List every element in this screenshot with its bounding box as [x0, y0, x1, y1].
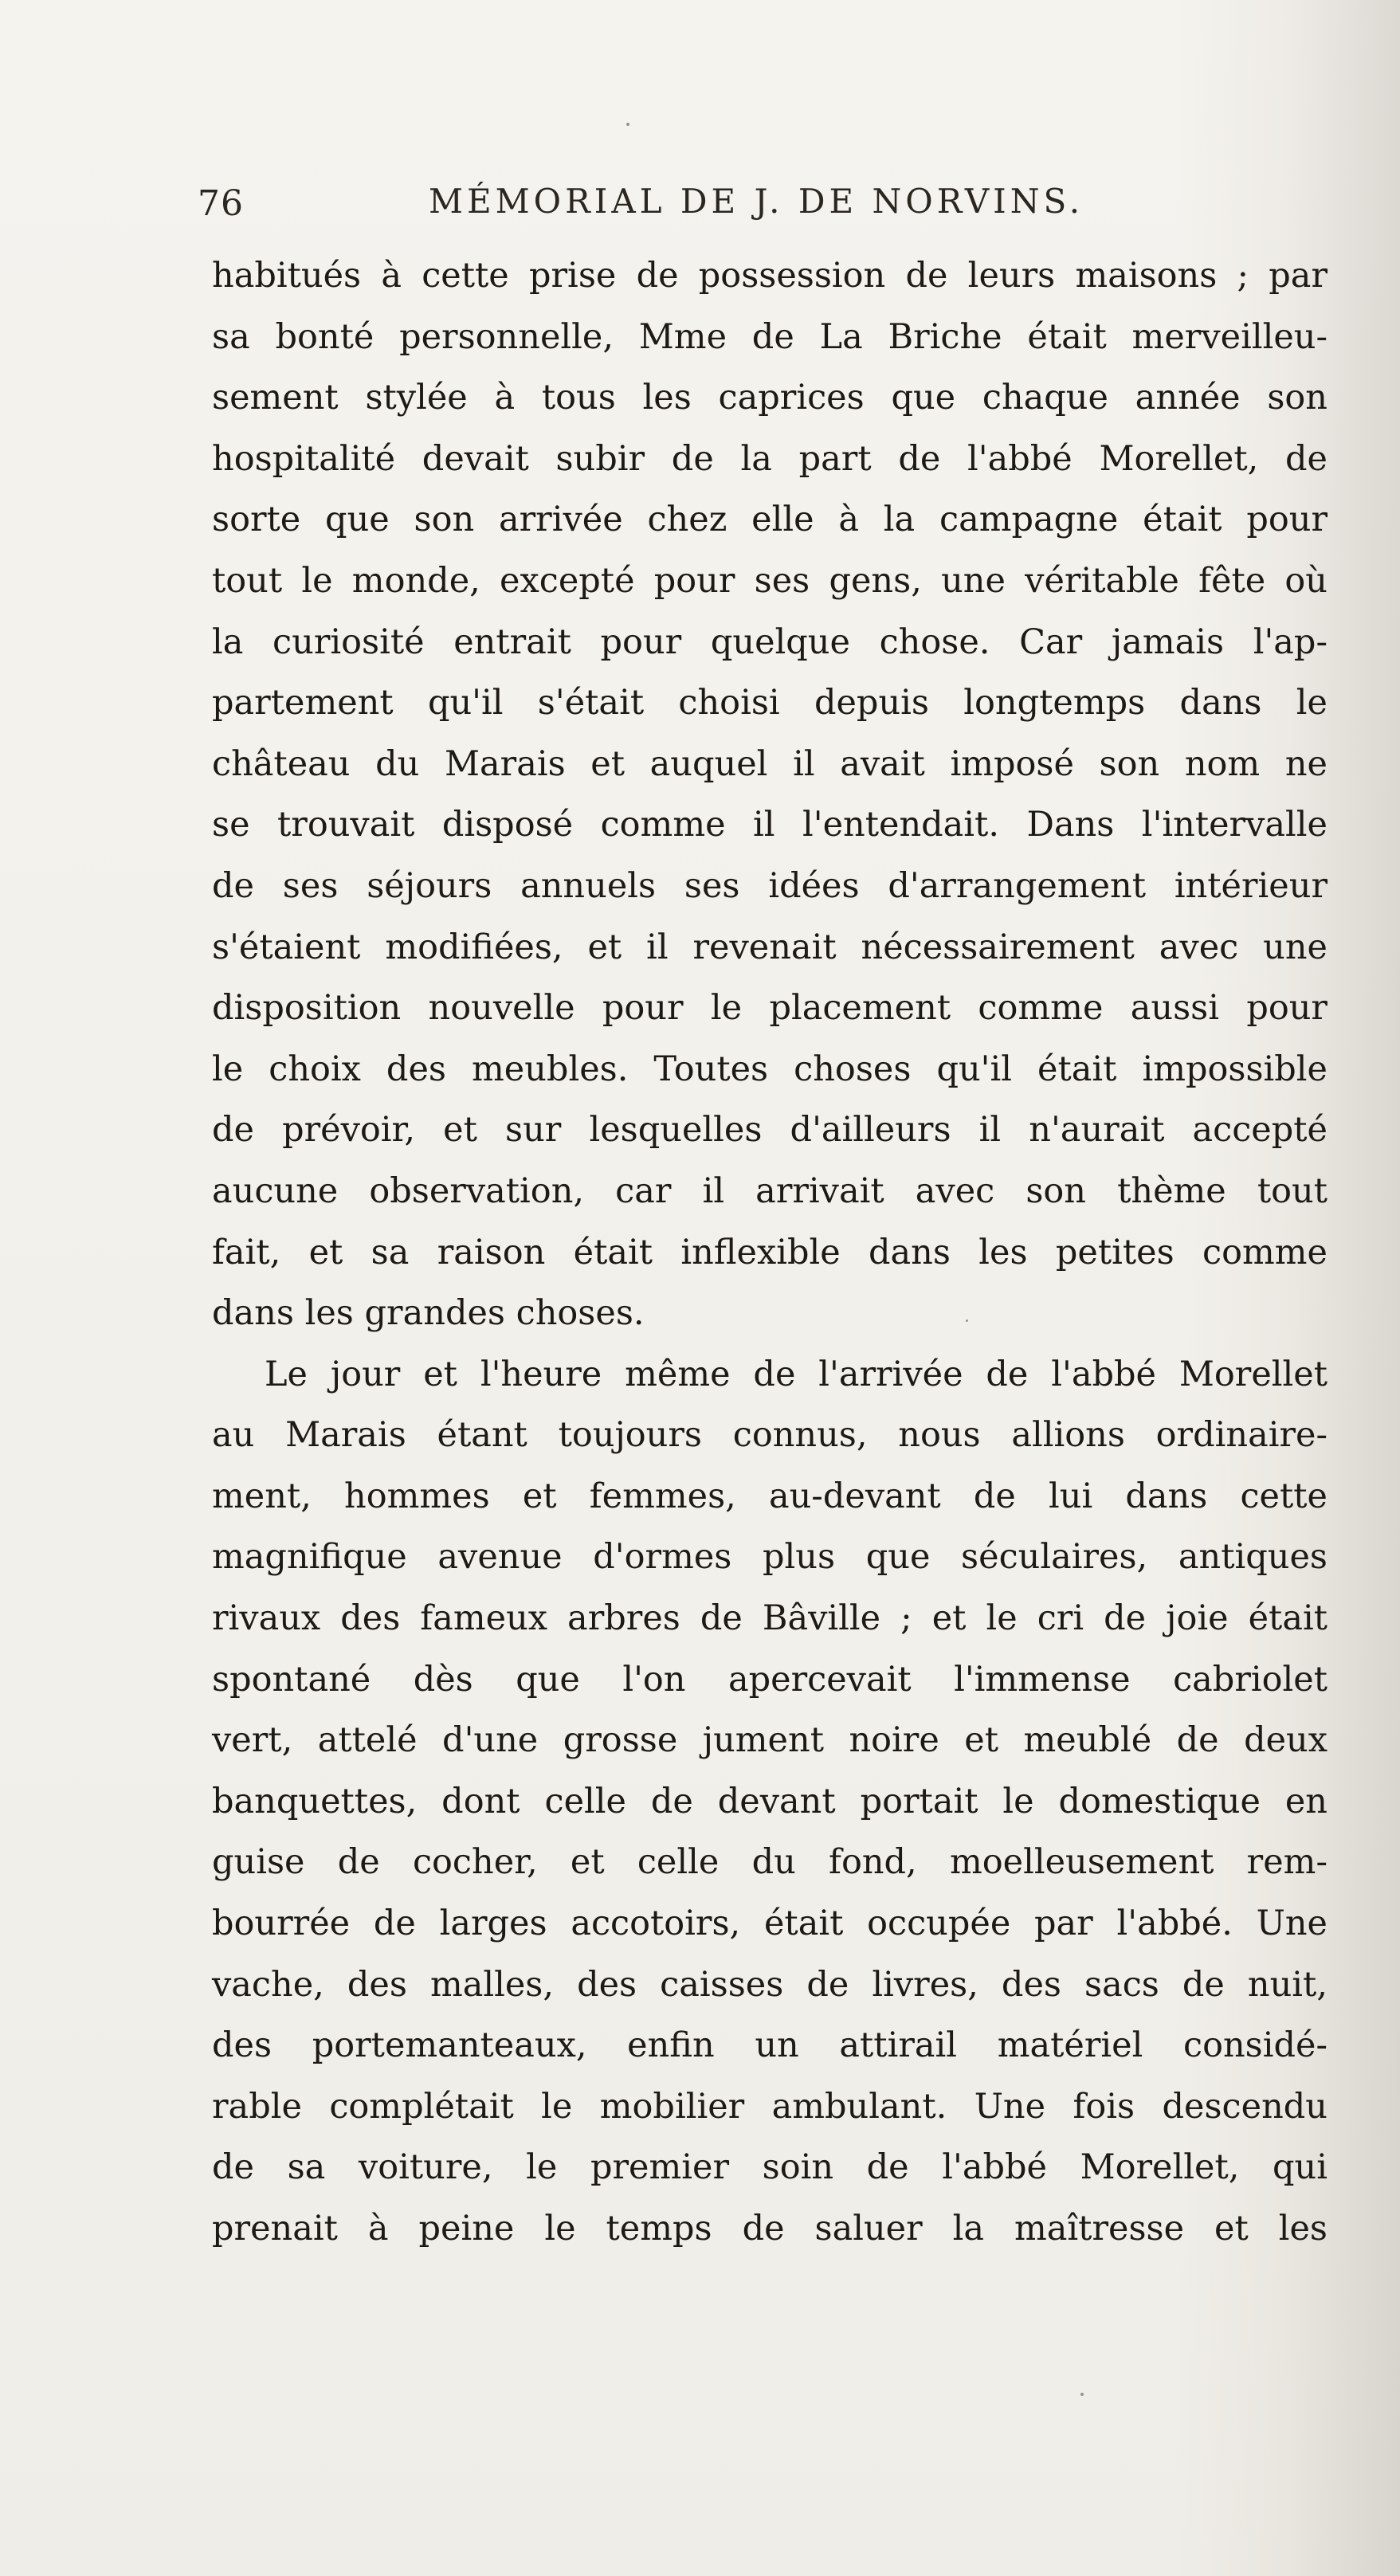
text-line: vert, attelé d'une grosse jument noire et meublé de deux [212, 1720, 1327, 1761]
text-line: sorte que son arrivée chez elle à la campagne était pour [212, 500, 1327, 540]
text-line: rable complétait le mobilier ambulant. Une fois descendu [212, 2086, 1327, 2127]
text-line: se trouvait disposé comme il l'entendait. Dans l'intervalle [212, 805, 1327, 845]
paragraph-1 [212, 245, 1327, 1344]
text-line: banquettes, dont celle de devant portait le domestique en [212, 1781, 1327, 1821]
text-line: de prévoir, et sur lesquelles d'ailleurs il n'aurait accepté [212, 1110, 1327, 1151]
text-line: vache, des malles, des caisses de livres, des sacs de nuit, [212, 1964, 1327, 2005]
text-line: ment, hommes et femmes, au-devant de lui dans cette [212, 1476, 1327, 1516]
text-line: Le jour et l'heure même de l'arrivée de l'abbé Morellet [265, 1354, 1327, 1394]
text-line: disposition nouvelle pour le placement comme aussi pour [212, 988, 1327, 1029]
text-line: hospitalité devait subir de la part de l'abbé Morellet, de [212, 438, 1327, 479]
text-line: dans les grandes choses. [212, 1293, 645, 1334]
text-line: partement qu'il s'était choisi depuis longtemps dans le [212, 683, 1327, 723]
text-line: prenait à peine le temps de saluer la maîtresse et les [212, 2209, 1327, 2249]
paragraph-2 [212, 1344, 1327, 2260]
text-line: de sa voiture, le premier soin de l'abbé Morellet, qui [212, 2147, 1327, 2188]
text-line: aucune observation, car il arrivait avec son thème tout [212, 1170, 1327, 1211]
text-line: fait, et sa raison était inflexible dans les petites comme [212, 1232, 1327, 1272]
text-line: rivaux des fameux arbres de Bâville ; et le cri de joie était [212, 1598, 1327, 1639]
text-line: le choix des meubles. Toutes choses qu'il était impossible [212, 1049, 1327, 1089]
text-line: sement stylée à tous les caprices que chaque année son [212, 378, 1327, 418]
text-line: la curiosité entrait pour quelque chose. Car jamais l'ap- [212, 621, 1327, 662]
text-line: spontané dès que l'on apercevait l'immense cabriolet [212, 1659, 1327, 1700]
text-line: sa bonté personnelle, Mme de La Briche était merveilleu- [212, 316, 1327, 357]
text-line: guise de cocher, et celle du fond, moelleusement rem- [212, 1842, 1327, 1883]
text-line: s'étaient modifiées, et il revenait nécessairement avec une [212, 927, 1327, 967]
text-line: château du Marais et auquel il avait imposé son nom ne [212, 743, 1327, 784]
body-text [212, 245, 1327, 2260]
running-title: MÉMORIAL DE J. DE NORVINS. [429, 182, 1084, 221]
paper-speck [1080, 2393, 1084, 2396]
text-line: bourrée de larges accotoirs, était occupée par l'abbé. Une [212, 1904, 1327, 1944]
paper-speck [626, 123, 629, 126]
text-line: de ses séjours annuels ses idées d'arrangement intérieur [212, 865, 1327, 906]
text-line: tout le monde, excepté pour ses gens, une véritable fête où [212, 560, 1327, 601]
paper-speck [966, 1319, 968, 1322]
text-line: des portemanteaux, enfin un attirail matériel considé- [212, 2025, 1327, 2066]
page-header [198, 174, 1329, 229]
text-line: magnifique avenue d'ormes plus que séculaires, antiques [212, 1537, 1327, 1578]
page-number: 76 [198, 183, 244, 224]
text-line: au Marais étant toujours connus, nous allions ordinaire- [212, 1415, 1327, 1456]
text-line: habitués à cette prise de possession de leurs maisons ; par [212, 256, 1327, 296]
